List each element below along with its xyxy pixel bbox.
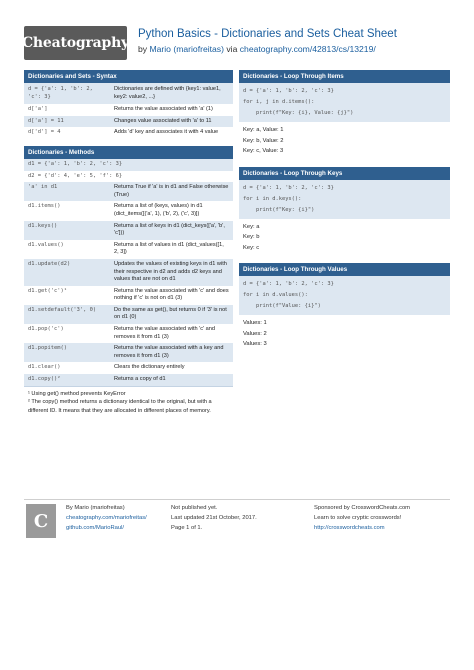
table-row — [24, 240, 233, 259]
last-updated: Last updated 21st October, 2017. — [171, 514, 257, 521]
section-heading: Dictionaries - Methods — [24, 146, 233, 159]
code-cell: d['d'] = 4 — [28, 129, 61, 136]
desc-cell: Do the same as get(), but returns 0 if '3' is not on d1 (0) — [114, 306, 227, 321]
output-line: Key: a — [243, 223, 260, 230]
right-column — [239, 70, 450, 360]
table-row — [24, 324, 233, 343]
footer-sponsor — [314, 504, 410, 533]
code-line: for i in d.keys(): — [243, 195, 302, 202]
output-line: Key: b, Value: 2 — [243, 137, 284, 144]
code-line: d = {'a': 1, 'b': 2, 'c': 3} — [243, 184, 334, 191]
published-status: Not published yet. — [171, 505, 218, 511]
code-cell: d1.get('c')¹ — [28, 287, 67, 294]
code-cell: d1.update(d2) — [28, 260, 71, 267]
code-line: d = {'a': 1, 'b': 2, 'c': 3} — [243, 281, 334, 287]
code-line: for i, j in d.items(): — [243, 99, 315, 105]
code-cell: d['a'] — [28, 106, 48, 113]
code-cell: d1.copy()² — [28, 376, 61, 383]
code-cell: 'a' in d1 — [28, 184, 58, 191]
loop-items-section — [239, 70, 450, 160]
table-row — [24, 362, 233, 374]
output-line: Values: 1 — [243, 320, 267, 326]
footnotes — [24, 386, 233, 419]
desc-cell: Dictionaries are defined with {key1: value1, key2: value2, ...} — [114, 86, 221, 100]
footer-cheatography-link[interactable]: cheatography.com/mariofreitas/ — [66, 514, 147, 521]
desc-cell: Returns a list of (keys, values) in d1 (dict_items([('a', 1), ('b', 2), ('c', 3)]) — [114, 203, 203, 217]
desc-cell: Adds 'd' key and associates it with 4 value — [114, 129, 219, 136]
code-line: print(f"Key: {i}") — [243, 206, 315, 213]
code-block — [239, 83, 450, 122]
desc-cell: Returns a copy of d1 — [114, 376, 166, 383]
table-row — [24, 305, 233, 324]
code-cell: d1.setdefault('3', 0) — [28, 306, 97, 313]
code-cell: d1.items() — [28, 203, 61, 210]
table-row — [24, 201, 233, 220]
footer-meta — [171, 504, 257, 533]
footnote-2: ² The copy() method returns a dictionary identical to the original, but with a different ID. It means that they are allocated in different places of memory. — [28, 399, 212, 414]
page-footer — [24, 499, 450, 543]
output-line: Key: c — [243, 244, 260, 251]
desc-cell: Returns a list of keys in d1 (dict_keys(['a', 'b', 'c'])) — [114, 222, 225, 237]
table-row — [24, 374, 233, 386]
output-line: Key: b — [243, 234, 260, 240]
output-line: Values: 2 — [243, 330, 267, 337]
code-line: print(f"Value: {i}") — [243, 303, 321, 309]
syntax-section — [24, 70, 233, 139]
desc-cell: Returns True if 'a' is in d1 and False otherwise (True) — [114, 184, 229, 198]
code-cell: d1.pop('c') — [28, 326, 64, 333]
page-number: Page 1 of 1. — [171, 524, 203, 531]
loop-keys-section — [239, 167, 450, 257]
code-block — [239, 180, 450, 219]
output-block — [239, 219, 450, 257]
output-line: Values: 3 — [243, 341, 267, 347]
code-cell: d1.clear() — [28, 364, 61, 371]
cheatography-c-logo: C — [26, 504, 56, 538]
footer-github-link[interactable]: github.com/MarioRaul/ — [66, 524, 124, 531]
code-cell: d1.values() — [28, 241, 64, 248]
table-row — [24, 259, 233, 286]
page-header — [21, 26, 450, 66]
output-block — [239, 122, 450, 160]
sheet-url-link[interactable]: cheatography.com/42813/cs/13219/ — [239, 44, 376, 54]
section-heading: Dictionaries - Loop Through Items — [239, 70, 450, 83]
code-cell: d['a'] = 11 — [28, 117, 64, 124]
code-line: print(f"Key: {i}, Value: {j}") — [243, 110, 354, 116]
logo-text: Cheatography — [21, 35, 130, 51]
desc-cell: Clears the dictionary entirely — [114, 364, 185, 371]
desc-cell: Changes value associated with 'a' to 11 — [114, 117, 212, 124]
table-row — [24, 83, 233, 104]
by-label: by — [138, 44, 148, 54]
code-cell: d1.popitem() — [28, 345, 67, 352]
code-cell: d = {'a': 1, 'b': 2, 'c': 3} — [28, 86, 93, 100]
output-line: Key: a, Value: 1 — [243, 127, 284, 133]
table-row — [24, 286, 233, 305]
table-row — [24, 127, 233, 139]
desc-cell: Returns a list of values in d1 (dict_values([1, 2, 3]) — [114, 241, 224, 256]
code-cell: d1.keys() — [28, 222, 58, 229]
footnote-1: ¹ Using get() method prevents KeyError — [28, 390, 126, 397]
desc-cell: Returns the value associated with 'a' (1) — [114, 106, 213, 113]
footer-author — [66, 504, 147, 533]
table-row — [24, 171, 233, 183]
footer-by: By Mario (mariofreitas) — [66, 505, 125, 511]
cheatography-logo[interactable] — [21, 26, 130, 60]
sponsor-link[interactable]: http://crosswordcheats.com — [314, 524, 385, 531]
desc-cell: Returns the value associated with a key and removes it from d1 (3) — [114, 345, 224, 359]
desc-cell: Returns the value associated with 'c' and removes it from d1 (3) — [114, 326, 216, 340]
desc-cell: Returns the value associated with 'c' and does nothing if 'c' is not on d1 (3) — [114, 287, 229, 302]
sponsor-label: Sponsored by CrosswordCheats.com — [314, 505, 411, 511]
desc-cell: Updates the values of existing keys in d1 with their respective in d2 and adds d2 keys and values that are not on d1 — [114, 260, 227, 283]
section-heading: Dictionaries - Loop Through Keys — [239, 167, 450, 180]
loop-values-section — [239, 263, 450, 353]
code-line: d = {'a': 1, 'b': 2, 'c': 3} — [243, 88, 334, 94]
byline — [138, 44, 376, 54]
left-column — [24, 70, 233, 425]
code-cell: d1 = {'a': 1, 'b': 2, 'c': 3} — [28, 160, 123, 167]
output-block — [239, 315, 450, 353]
table-row — [24, 104, 233, 116]
table-row — [24, 221, 233, 240]
methods-section — [24, 146, 233, 418]
section-heading: Dictionaries - Loop Through Values — [239, 263, 450, 276]
output-line: Key: c, Value: 3 — [243, 148, 284, 154]
table-row — [24, 182, 233, 201]
sponsor-text: Learn to solve cryptic crosswords! — [314, 514, 402, 521]
table-row — [24, 343, 233, 362]
table-row — [24, 159, 233, 171]
section-heading: Dictionaries and Sets - Syntax — [24, 70, 233, 83]
code-cell: d2 = {'d': 4, 'e': 5, 'f': 6} — [28, 172, 123, 179]
code-line: for i in d.values(): — [243, 292, 308, 298]
author-link[interactable]: Mario (mariofreitas) — [149, 44, 224, 54]
code-block — [239, 276, 450, 315]
page-title[interactable]: Python Basics - Dictionaries and Sets Cheat Sheet — [138, 28, 397, 40]
table-row — [24, 116, 233, 128]
via-label: via — [226, 44, 238, 54]
